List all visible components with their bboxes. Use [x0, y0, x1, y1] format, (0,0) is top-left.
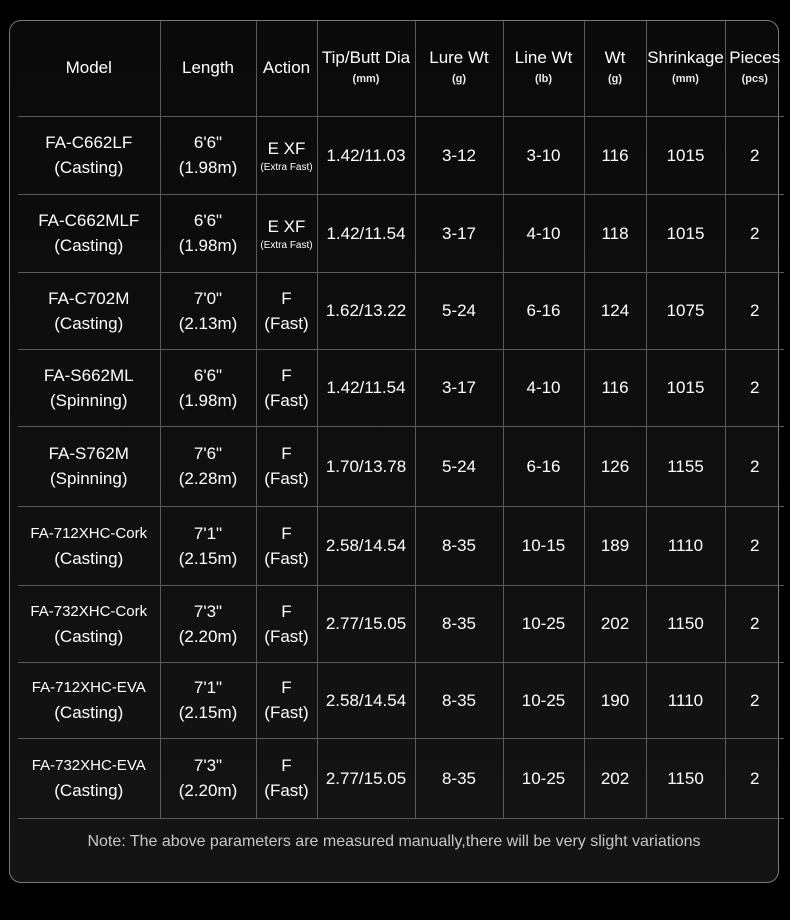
- cell-shrinkage: 1150: [646, 585, 725, 662]
- cell-shrinkage: 1110: [646, 662, 725, 738]
- header-model: Model: [18, 21, 160, 116]
- table-row: [18, 662, 784, 738]
- cell-tip-butt-dia: 2.58/14.54: [317, 662, 415, 738]
- header-pieces: Pieces (pcs): [725, 21, 784, 116]
- cell-lure-wt: 5-24: [415, 426, 503, 506]
- cell-length: 6'6" (1.98m): [160, 116, 256, 194]
- header-tip-butt-dia: Tip/Butt Dia (mm): [317, 21, 415, 116]
- cell-line-wt: 6-16: [503, 272, 584, 349]
- cell-shrinkage: 1015: [646, 116, 725, 194]
- cell-tip-butt-dia: 2.77/15.05: [317, 585, 415, 662]
- cell-wt: 116: [584, 116, 646, 194]
- cell-pieces: 2: [725, 585, 784, 662]
- table-row: [18, 272, 784, 349]
- cell-wt: 118: [584, 194, 646, 272]
- cell-lure-wt: 8-35: [415, 506, 503, 585]
- cell-length: 6'6" (1.98m): [160, 349, 256, 426]
- cell-line-wt: 4-10: [503, 349, 584, 426]
- cell-tip-butt-dia: 2.77/15.05: [317, 738, 415, 818]
- cell-model: FA-732XHC-EVA (Casting): [18, 738, 160, 818]
- cell-model: FA-732XHC-Cork (Casting): [18, 585, 160, 662]
- cell-lure-wt: 3-17: [415, 194, 503, 272]
- measurement-note: Note: The above parameters are measured manually,there will be very slight variations: [87, 833, 701, 850]
- table-row: [18, 426, 784, 506]
- cell-tip-butt-dia: 1.42/11.54: [317, 194, 415, 272]
- cell-length: 7'3" (2.20m): [160, 738, 256, 818]
- cell-line-wt: 3-10: [503, 116, 584, 194]
- cell-line-wt: 6-16: [503, 426, 584, 506]
- cell-pieces: 2: [725, 272, 784, 349]
- header-action: Action: [256, 21, 317, 116]
- cell-length: 7'3" (2.20m): [160, 585, 256, 662]
- cell-pieces: 2: [725, 426, 784, 506]
- cell-model: FA-C662LF (Casting): [18, 116, 160, 194]
- cell-pieces: 2: [725, 738, 784, 818]
- cell-action: F (Fast): [256, 426, 317, 506]
- cell-shrinkage: 1015: [646, 349, 725, 426]
- header-length: Length: [160, 21, 256, 116]
- cell-lure-wt: 8-35: [415, 738, 503, 818]
- cell-pieces: 2: [725, 349, 784, 426]
- spec-table: [18, 21, 784, 819]
- cell-line-wt: 10-15: [503, 506, 584, 585]
- cell-pieces: 2: [725, 194, 784, 272]
- table-row: [18, 738, 784, 818]
- cell-length: 7'1" (2.15m): [160, 662, 256, 738]
- table-row: [18, 116, 784, 194]
- cell-model: FA-712XHC-EVA (Casting): [18, 662, 160, 738]
- cell-shrinkage: 1075: [646, 272, 725, 349]
- spec-table-frame: [9, 20, 779, 883]
- cell-line-wt: 10-25: [503, 662, 584, 738]
- cell-lure-wt: 3-12: [415, 116, 503, 194]
- cell-model: FA-S662ML (Spinning): [18, 349, 160, 426]
- cell-action: F (Fast): [256, 272, 317, 349]
- table-row: [18, 585, 784, 662]
- cell-shrinkage: 1015: [646, 194, 725, 272]
- cell-model: FA-C662MLF (Casting): [18, 194, 160, 272]
- cell-model: FA-C702M (Casting): [18, 272, 160, 349]
- cell-line-wt: 4-10: [503, 194, 584, 272]
- cell-tip-butt-dia: 1.62/13.22: [317, 272, 415, 349]
- cell-shrinkage: 1150: [646, 738, 725, 818]
- cell-pieces: 2: [725, 506, 784, 585]
- cell-length: 7'6" (2.28m): [160, 426, 256, 506]
- cell-wt: 189: [584, 506, 646, 585]
- table-row: [18, 194, 784, 272]
- cell-tip-butt-dia: 1.70/13.78: [317, 426, 415, 506]
- cell-length: 7'0" (2.13m): [160, 272, 256, 349]
- cell-shrinkage: 1155: [646, 426, 725, 506]
- cell-lure-wt: 5-24: [415, 272, 503, 349]
- cell-wt: 190: [584, 662, 646, 738]
- cell-lure-wt: 8-35: [415, 662, 503, 738]
- header-lure-wt: Lure Wt (g): [415, 21, 503, 116]
- cell-action: E XF (Extra Fast): [256, 116, 317, 194]
- header-wt: Wt (g): [584, 21, 646, 116]
- cell-length: 7'1" (2.15m): [160, 506, 256, 585]
- cell-action: F (Fast): [256, 349, 317, 426]
- header-shrinkage: Shrinkage (mm): [646, 21, 725, 116]
- header-line-wt: Line Wt (lb): [503, 21, 584, 116]
- table-row: [18, 506, 784, 585]
- cell-action: F (Fast): [256, 738, 317, 818]
- cell-model: FA-712XHC-Cork (Casting): [18, 506, 160, 585]
- cell-line-wt: 10-25: [503, 585, 584, 662]
- cell-wt: 202: [584, 738, 646, 818]
- cell-wt: 116: [584, 349, 646, 426]
- cell-wt: 126: [584, 426, 646, 506]
- cell-line-wt: 10-25: [503, 738, 584, 818]
- cell-lure-wt: 8-35: [415, 585, 503, 662]
- cell-action: F (Fast): [256, 662, 317, 738]
- cell-action: F (Fast): [256, 585, 317, 662]
- cell-tip-butt-dia: 2.58/14.54: [317, 506, 415, 585]
- cell-tip-butt-dia: 1.42/11.54: [317, 349, 415, 426]
- cell-pieces: 2: [725, 662, 784, 738]
- cell-wt: 202: [584, 585, 646, 662]
- header-row: [18, 21, 784, 116]
- cell-shrinkage: 1110: [646, 506, 725, 585]
- cell-length: 6'6" (1.98m): [160, 194, 256, 272]
- table-row: [18, 349, 784, 426]
- cell-action: E XF (Extra Fast): [256, 194, 317, 272]
- cell-model: FA-S762M (Spinning): [18, 426, 160, 506]
- cell-lure-wt: 3-17: [415, 349, 503, 426]
- cell-pieces: 2: [725, 116, 784, 194]
- cell-tip-butt-dia: 1.42/11.03: [317, 116, 415, 194]
- cell-action: F (Fast): [256, 506, 317, 585]
- cell-wt: 124: [584, 272, 646, 349]
